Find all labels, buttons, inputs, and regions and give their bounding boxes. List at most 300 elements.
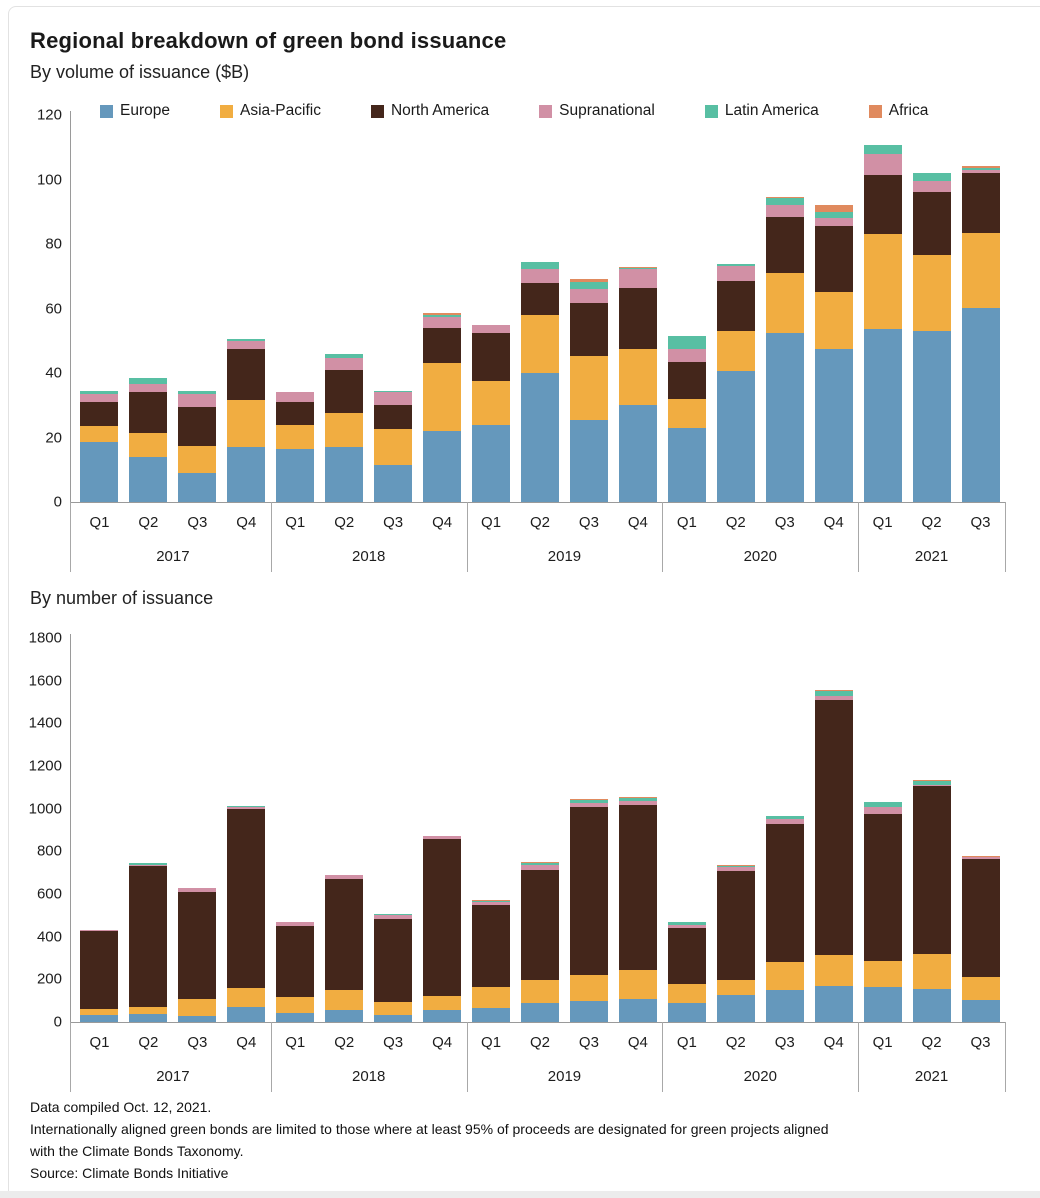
bar-segment-north-america (129, 392, 167, 432)
bar-segment-supranational (570, 289, 608, 303)
bar-chart2-15 (815, 690, 853, 1022)
bar-segment-asia-pacific (962, 977, 1000, 999)
bar-segment-europe (472, 425, 510, 502)
legend-label: Asia-Pacific (239, 102, 321, 119)
bar-segment-africa (570, 799, 608, 800)
bar-segment-europe (962, 308, 1000, 502)
bar-segment-north-america (178, 892, 216, 999)
bar-chart1-3 (227, 339, 265, 502)
footer-line: Data compiled Oct. 12, 2021. (30, 1099, 212, 1115)
quarter-label: Q4 (236, 1034, 257, 1051)
bar-segment-africa (766, 197, 804, 199)
legend-item-africa (869, 102, 929, 120)
bar-chart2-0 (80, 930, 118, 1022)
y-tick-label: 1000 (28, 800, 62, 818)
quarter-label: Q3 (187, 1034, 208, 1051)
bar-segment-supranational (619, 801, 657, 805)
bar-segment-africa (962, 856, 1000, 857)
quarter-label: Q2 (725, 1034, 746, 1051)
bar-segment-asia-pacific (325, 413, 363, 447)
year-label: 2020 (743, 548, 777, 565)
bar-segment-latin-america (717, 264, 755, 266)
bar-segment-latin-america (521, 863, 559, 865)
bar-segment-latin-america (717, 866, 755, 868)
bar-segment-asia-pacific (668, 984, 706, 1003)
bar-chart1-8 (472, 325, 510, 502)
legend-item-north-america (371, 102, 489, 120)
bar-segment-supranational (962, 857, 1000, 859)
y-tick-label: 0 (53, 1013, 62, 1031)
bar-segment-north-america (472, 905, 510, 987)
y-tick-label: 40 (45, 364, 62, 382)
bar-segment-supranational (717, 867, 755, 870)
bar-segment-europe (423, 431, 461, 502)
footer-notes (30, 1096, 1030, 1184)
bar-segment-north-america (913, 786, 951, 953)
bar-segment-supranational (80, 394, 118, 402)
bar-segment-supranational (80, 930, 118, 931)
y-tick-label: 200 (36, 970, 62, 988)
bar-segment-europe (619, 999, 657, 1022)
bar-segment-north-america (423, 839, 461, 997)
bar-segment-supranational (521, 865, 559, 870)
bar-segment-europe (227, 1007, 265, 1022)
bar-segment-asia-pacific (766, 273, 804, 333)
y-tick-label: 80 (45, 235, 62, 253)
bar-segment-europe (815, 349, 853, 502)
bar-segment-europe (864, 987, 902, 1022)
bar-segment-europe (815, 986, 853, 1022)
legend-label: Latin America (724, 102, 819, 119)
y-tick-label: 20 (45, 429, 62, 446)
bar-segment-europe (227, 447, 265, 502)
bar-segment-asia-pacific (178, 999, 216, 1016)
bar-segment-north-america (717, 281, 755, 331)
bar-chart2-14 (766, 816, 804, 1022)
y-tick-label: 60 (45, 300, 62, 317)
bar-segment-latin-america (570, 800, 608, 803)
quarter-label: Q4 (627, 514, 648, 531)
bar-chart1-14 (766, 197, 804, 502)
quarter-label: Q4 (236, 514, 257, 531)
bar-segment-latin-america (864, 802, 902, 806)
y-tick-label: 0 (53, 493, 62, 511)
bar-segment-supranational (766, 819, 804, 823)
bar-segment-supranational (374, 392, 412, 405)
bar-chart1-15 (815, 205, 853, 502)
quarter-label: Q2 (529, 1034, 550, 1051)
bar-segment-asia-pacific (864, 961, 902, 987)
bar-segment-latin-america (325, 354, 363, 359)
bar-segment-europe (717, 371, 755, 502)
bar-segment-supranational (472, 325, 510, 333)
bar-segment-europe (472, 1008, 510, 1022)
quarter-label: Q1 (872, 1034, 893, 1051)
bar-segment-latin-america (472, 901, 510, 902)
bar-segment-europe (178, 473, 216, 502)
bar-chart2-11 (619, 797, 657, 1022)
bar-segment-north-america (472, 333, 510, 381)
year-label: 2019 (547, 1068, 582, 1085)
bar-segment-latin-america (178, 391, 216, 394)
bar-segment-north-america (962, 173, 1000, 233)
bar-chart2-18 (962, 856, 1000, 1022)
bar-segment-latin-america (766, 816, 804, 819)
quarter-label: Q3 (578, 514, 599, 531)
year-divider-line (1005, 1022, 1006, 1092)
bar-segment-asia-pacific (472, 381, 510, 425)
quarter-label: Q1 (89, 514, 110, 531)
bar-segment-supranational (227, 807, 265, 809)
bar-segment-latin-america (668, 336, 706, 349)
legend-swatch-icon (100, 105, 113, 118)
year-divider-line (271, 502, 272, 572)
quarter-label: Q2 (138, 514, 159, 531)
bar-segment-asia-pacific (864, 234, 902, 329)
bar-segment-asia-pacific (717, 980, 755, 995)
bar-segment-asia-pacific (619, 970, 657, 999)
quarter-label: Q4 (823, 514, 844, 531)
quarter-label: Q3 (187, 514, 208, 531)
y-tick-label: 120 (36, 106, 62, 124)
bar-segment-africa (619, 267, 657, 268)
y-tick-label: 1200 (28, 757, 62, 775)
bar-segment-north-america (913, 192, 951, 255)
legend-swatch-icon (539, 105, 552, 118)
bar-chart2-4 (276, 922, 314, 1022)
bar-segment-supranational (276, 922, 314, 926)
quarter-label: Q2 (725, 514, 746, 531)
bar-segment-north-america (815, 226, 853, 292)
quarter-label: Q2 (529, 514, 550, 531)
quarter-label: Q1 (481, 514, 502, 531)
bar-chart1-1 (129, 378, 167, 502)
bar-segment-europe (129, 457, 167, 502)
bar-chart1-16 (864, 145, 902, 502)
bar-chart1-9 (521, 262, 559, 502)
bar-segment-supranational (864, 154, 902, 174)
y-axis-line (70, 111, 71, 502)
bar-segment-asia-pacific (570, 975, 608, 1001)
year-label: 2017 (156, 1068, 190, 1085)
bar-segment-latin-america (129, 863, 167, 864)
bar-segment-europe (717, 995, 755, 1022)
bar-segment-europe (766, 333, 804, 502)
year-divider-line (271, 1022, 272, 1092)
bar-segment-north-america (864, 175, 902, 235)
bar-segment-europe (668, 1003, 706, 1022)
page-title: Regional breakdown of green bond issuance (30, 28, 507, 53)
bar-segment-north-america (521, 870, 559, 980)
bar-segment-asia-pacific (374, 1002, 412, 1015)
bar-segment-supranational (766, 205, 804, 217)
bar-segment-europe (423, 1010, 461, 1022)
bar-segment-europe (570, 420, 608, 502)
quarter-label: Q2 (334, 514, 355, 531)
quarter-label: Q4 (627, 1034, 648, 1051)
quarter-label: Q3 (774, 1034, 795, 1051)
bar-segment-europe (619, 405, 657, 502)
chart1-subtitle: By volume of issuance ($B) (30, 62, 250, 82)
bar-segment-latin-america (129, 378, 167, 384)
bar-segment-supranational (570, 803, 608, 806)
bar-chart1-0 (80, 391, 118, 502)
bar-chart2-3 (227, 806, 265, 1022)
bar-segment-asia-pacific (423, 363, 461, 431)
bar-segment-europe (276, 449, 314, 502)
bar-segment-latin-america (374, 914, 412, 916)
y-tick-label: 600 (36, 885, 62, 903)
bar-segment-north-america (570, 303, 608, 356)
bar-segment-supranational (325, 875, 363, 879)
bar-segment-north-america (374, 919, 412, 1002)
bar-segment-supranational (423, 836, 461, 838)
year-divider-line (662, 1022, 663, 1092)
bar-segment-supranational (668, 349, 706, 362)
y-tick-label: 1800 (28, 629, 62, 647)
bar-segment-supranational (129, 865, 167, 866)
bar-chart1-18 (962, 166, 1000, 502)
legend-label: Europe (120, 102, 170, 119)
bar-segment-latin-america (913, 780, 951, 784)
bar-segment-asia-pacific (913, 255, 951, 331)
bar-segment-europe (325, 447, 363, 502)
bar-segment-africa (423, 313, 461, 315)
bar-segment-asia-pacific (325, 990, 363, 1011)
bar-segment-asia-pacific (423, 996, 461, 1010)
bar-chart1-12 (668, 336, 706, 502)
bar-segment-supranational (913, 785, 951, 787)
bar-segment-north-america (227, 809, 265, 989)
bar-chart1-17 (913, 173, 951, 502)
quarter-label: Q2 (921, 514, 942, 531)
quarter-label: Q1 (89, 1034, 110, 1051)
bar-segment-europe (570, 1001, 608, 1022)
y-tick-label: 400 (36, 928, 62, 946)
bar-segment-north-america (80, 402, 118, 426)
bar-segment-asia-pacific (815, 955, 853, 986)
bar-segment-supranational (276, 392, 314, 402)
quarter-label: Q2 (921, 1034, 942, 1051)
bar-chart1-2 (178, 391, 216, 502)
bar-segment-europe (668, 428, 706, 502)
bar-segment-latin-america (962, 168, 1000, 170)
bar-segment-north-america (717, 871, 755, 981)
bar-segment-supranational (325, 358, 363, 369)
footer-line: Internationally aligned green bonds are limited to those where at least 95% of proceeds are designated for green projects aligned (30, 1121, 829, 1137)
bar-chart2-5 (325, 875, 363, 1022)
bar-segment-north-america (864, 814, 902, 961)
bar-chart1-7 (423, 313, 461, 502)
bar-segment-north-america (619, 288, 657, 349)
bar-segment-europe (374, 465, 412, 502)
bar-segment-asia-pacific (962, 233, 1000, 309)
legend-swatch-icon (220, 105, 233, 118)
bar-segment-asia-pacific (472, 987, 510, 1008)
bar-segment-asia-pacific (178, 446, 216, 473)
year-label: 2018 (351, 548, 386, 565)
page-bottom-strip (0, 1191, 1040, 1198)
footer-line: with the Climate Bonds Taxonomy. (30, 1143, 244, 1159)
year-divider-line (858, 1022, 859, 1092)
bar-segment-asia-pacific (521, 315, 559, 373)
bar-segment-supranational (472, 902, 510, 905)
bar-segment-europe (276, 1013, 314, 1022)
x-axis-line (70, 502, 1005, 503)
year-divider-line (858, 502, 859, 572)
bar-segment-europe (521, 1003, 559, 1022)
bar-segment-supranational (521, 269, 559, 283)
bar-segment-north-america (521, 283, 559, 315)
bar-segment-latin-america (227, 806, 265, 807)
bar-segment-supranational (423, 317, 461, 328)
year-label: 2021 (914, 1068, 949, 1085)
year-label: 2018 (351, 1068, 386, 1085)
quarter-label: Q3 (383, 1034, 404, 1051)
bar-chart2-13 (717, 865, 755, 1022)
bar-segment-asia-pacific (717, 331, 755, 371)
bar-chart2-7 (423, 836, 461, 1022)
bar-segment-north-america (423, 328, 461, 363)
quarter-label: Q4 (432, 1034, 453, 1051)
bar-segment-asia-pacific (521, 980, 559, 1002)
quarter-label: Q3 (970, 514, 991, 531)
bar-segment-latin-america (864, 145, 902, 155)
legend-label: Supranational (559, 102, 655, 119)
bar-chart2-16 (864, 802, 902, 1022)
bar-chart2-8 (472, 900, 510, 1022)
y-tick-label: 100 (36, 171, 62, 188)
bar-segment-north-america (766, 217, 804, 273)
bar-segment-north-america (276, 926, 314, 997)
legend-item-supranational (539, 102, 655, 120)
bar-segment-africa (815, 205, 853, 211)
bar-segment-north-america (668, 362, 706, 399)
quarter-label: Q3 (970, 1034, 991, 1051)
quarter-label: Q1 (676, 514, 697, 531)
legend-item-europe (100, 102, 170, 120)
bar-segment-supranational (178, 888, 216, 892)
bar-chart1-11 (619, 267, 657, 502)
bar-segment-north-america (178, 407, 216, 446)
bar-segment-africa (962, 166, 1000, 168)
bar-segment-europe (129, 1014, 167, 1022)
bar-segment-europe (913, 989, 951, 1022)
bar-segment-asia-pacific (766, 962, 804, 990)
bar-chart1-5 (325, 354, 363, 502)
quarter-label: Q1 (676, 1034, 697, 1051)
year-divider-line (70, 1022, 71, 1092)
bar-segment-latin-america (668, 922, 706, 925)
bar-segment-supranational (374, 915, 412, 918)
bar-segment-asia-pacific (619, 349, 657, 405)
x-axis-line (70, 1022, 1005, 1023)
year-label: 2017 (156, 548, 190, 565)
quarter-label: Q1 (285, 514, 306, 531)
bar-segment-latin-america (570, 282, 608, 289)
bar-segment-asia-pacific (913, 954, 951, 989)
bar-chart2-17 (913, 780, 951, 1022)
legend-swatch-icon (705, 105, 718, 118)
bar-segment-supranational (815, 696, 853, 700)
bar-segment-latin-america (766, 198, 804, 204)
bar-segment-north-america (325, 879, 363, 990)
year-divider-line (467, 1022, 468, 1092)
bar-segment-europe (80, 1015, 118, 1022)
bar-segment-europe (325, 1010, 363, 1022)
bar-segment-europe (374, 1015, 412, 1022)
legend-label: North America (390, 102, 490, 119)
bar-segment-africa (570, 279, 608, 281)
chart-legend (100, 102, 928, 120)
quarter-label: Q1 (481, 1034, 502, 1051)
bar-segment-asia-pacific (815, 292, 853, 348)
bar-segment-north-america (619, 805, 657, 969)
y-axis-line (70, 634, 71, 1022)
bar-segment-north-america (962, 859, 1000, 977)
footer-line: Source: Climate Bonds Initiative (30, 1165, 229, 1181)
chart2-subtitle: By number of issuance (30, 588, 214, 608)
bar-chart2-12 (668, 922, 706, 1022)
bar-segment-europe (521, 373, 559, 502)
bar-segment-north-america (766, 824, 804, 963)
bar-segment-north-america (227, 349, 265, 401)
bar-segment-north-america (815, 700, 853, 955)
bar-segment-europe (80, 442, 118, 502)
quarter-label: Q2 (334, 1034, 355, 1051)
bar-segment-latin-america (815, 212, 853, 218)
bar-segment-asia-pacific (570, 356, 608, 420)
year-divider-line (70, 502, 71, 572)
legend-item-latin-america (705, 102, 819, 120)
year-divider-line (467, 502, 468, 572)
bar-segment-asia-pacific (80, 426, 118, 442)
legend-swatch-icon (869, 105, 882, 118)
legend-label: Africa (888, 102, 929, 119)
bar-segment-africa (521, 862, 559, 863)
bar-segment-north-america (325, 370, 363, 414)
bar-segment-europe (962, 1000, 1000, 1022)
bar-segment-asia-pacific (227, 400, 265, 447)
bar-segment-latin-america (423, 315, 461, 317)
bar-segment-supranational (178, 394, 216, 407)
bar-segment-supranational (227, 341, 265, 349)
bar-segment-north-america (129, 865, 167, 1007)
bar-segment-europe (864, 329, 902, 502)
bar-segment-africa (815, 690, 853, 691)
bar-chart1-10 (570, 279, 608, 502)
quarter-label: Q1 (285, 1034, 306, 1051)
bar-segment-europe (178, 1016, 216, 1022)
year-label: 2021 (914, 548, 949, 565)
bar-chart2-9 (521, 862, 559, 1022)
bar-chart1-4 (276, 392, 314, 502)
quarter-label: Q4 (432, 514, 453, 531)
bar-segment-latin-america (80, 391, 118, 394)
bar-segment-north-america (80, 931, 118, 1009)
legend-swatch-icon (371, 105, 384, 118)
bar-segment-africa (472, 900, 510, 901)
bar-segment-latin-america (619, 268, 657, 270)
bar-segment-asia-pacific (276, 997, 314, 1012)
quarter-label: Q4 (823, 1034, 844, 1051)
bar-segment-africa (619, 797, 657, 798)
y-tick-label: 1400 (28, 714, 62, 732)
bar-segment-asia-pacific (668, 399, 706, 428)
bar-segment-supranational (129, 384, 167, 392)
bar-segment-asia-pacific (276, 425, 314, 449)
year-divider-line (1005, 502, 1006, 572)
